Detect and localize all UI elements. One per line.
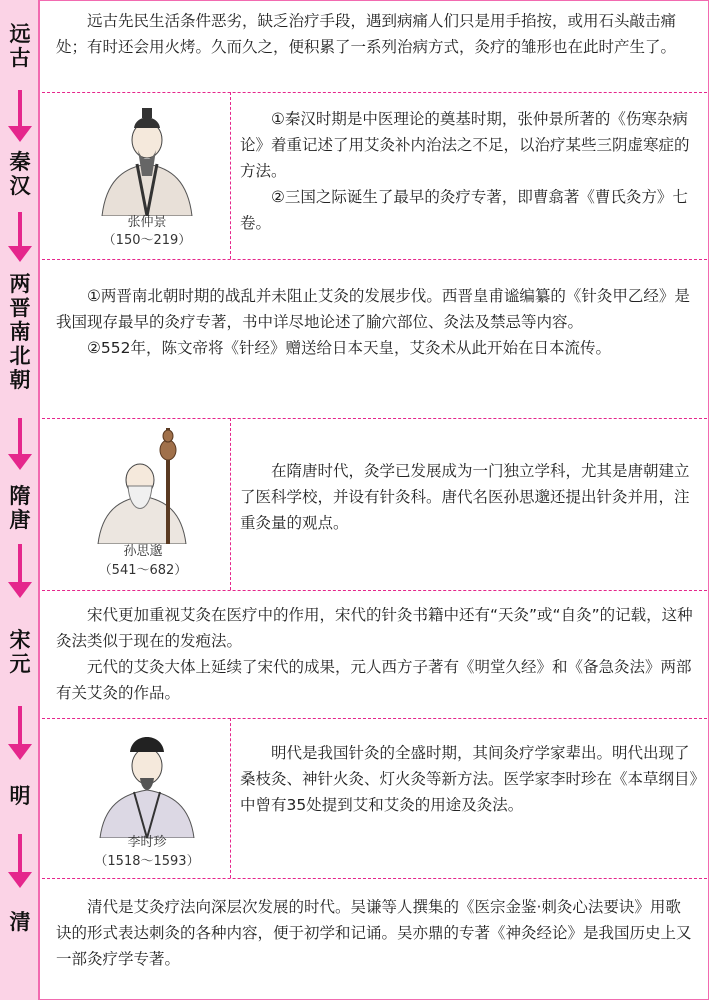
section-qinhan: ①秦汉时期是中医理论的奠基时期，张仲景所著的《伤寒杂病论》着重记述了用艾灸补内治法之不足，以治疗某些三阴虚寒症的方法。 ②三国之际诞生了最早的灸疗专著，即曹翕著《曹氏灸方》七卷。 [240, 110, 690, 232]
section-qing: 清代是艾灸疗法向深层次发展的时代。吴谦等人撰集的《医宗金鉴·刺灸心法要诀》用歌诀的形式表达刺灸的各种内容，便于初学和记诵。吴亦鼎的专著《神灸经论》是我国历史上又一部灸疗学专著。 [56, 898, 692, 968]
section-yuangu: 远古先民生活条件恶劣，缺乏治疗手段，遇到病痛人们只是用手掐按，或用石头敲击痛处；有时还会用火烤。久而久之，便积累了一系列治病方式，灸疗的雏形也在此时产生了。 [56, 12, 677, 56]
section-ming: 明代是我国针灸的全盛时期，其间灸疗学家辈出。明代出现了桑枝灸、神针火灸、灯火灸等新方法。医学家李时珍在《本草纲目》中曾有35处提到艾和艾灸的用途及灸法。 [240, 744, 698, 814]
zhang-zhongjing-years: （150～219） [102, 233, 192, 248]
li-shizhen-name: 李时珍 [127, 835, 167, 850]
arrow-down-icon [8, 706, 32, 760]
sun-simiao-portrait-icon [84, 420, 200, 544]
section-songyuan: 宋代更加重视艾灸在医疗中的作用，宋代的针灸书籍中还有“天灸”或“自灸”的记载，这种灸法类似于现在的发疱法。 元代的艾灸大体上延续了宋代的成果，元人西方子著有《明堂久经》和《备急灸法》两部有关艾灸的作品。 [56, 606, 693, 702]
sun-simiao-name: 孙思邈 [123, 544, 163, 559]
zhang-zhongjing-name: 张仲景 [127, 215, 167, 230]
arrow-down-icon [8, 834, 32, 888]
section-divider [42, 92, 707, 93]
era-label-yuangu: 远古 [9, 22, 31, 70]
era-label-suitang: 隋唐 [9, 484, 31, 532]
column-divider [230, 718, 231, 878]
era-label-qinhan: 秦汉 [9, 150, 31, 198]
li-shizhen-portrait-icon [92, 722, 202, 838]
arrow-down-icon [8, 544, 32, 598]
column-divider [230, 418, 231, 590]
arrow-down-icon [8, 212, 32, 262]
zhang-zhongjing-portrait-icon [92, 98, 202, 216]
era-label-ming: 明 [9, 784, 31, 808]
section-liangjin: ①两晋南北朝时期的战乱并未阻止艾灸的发展步伐。西晋皇甫谧编纂的《针灸甲乙经》是我国现存最早的灸疗专著，书中详尽地论述了腧穴部位、灸法及禁忌等内容。 ②552年，陈文帝将《针经》赠送给日本天皇，艾灸术从此开始在日本流传。 [56, 287, 690, 357]
era-label-liangjin: 两晋南北朝 [9, 272, 31, 392]
section-divider [42, 418, 707, 419]
arrow-down-icon [8, 418, 32, 470]
era-label-qing: 清 [9, 910, 31, 934]
arrow-down-icon [8, 90, 32, 142]
li-shizhen-years: （1518～1593） [94, 854, 200, 869]
section-suitang: 在隋唐时代，灸学已发展成为一门独立学科，尤其是唐朝建立了医科学校，并设有针灸科。唐代名医孙思邈还提出针灸并用，注重灸量的观点。 [240, 462, 690, 532]
era-label-songyuan: 宋元 [9, 628, 31, 676]
column-divider [230, 92, 231, 259]
section-divider [42, 878, 707, 879]
section-divider [42, 718, 707, 719]
sun-simiao-years: （541～682） [98, 563, 188, 578]
section-divider [42, 590, 707, 591]
section-divider [42, 259, 707, 260]
